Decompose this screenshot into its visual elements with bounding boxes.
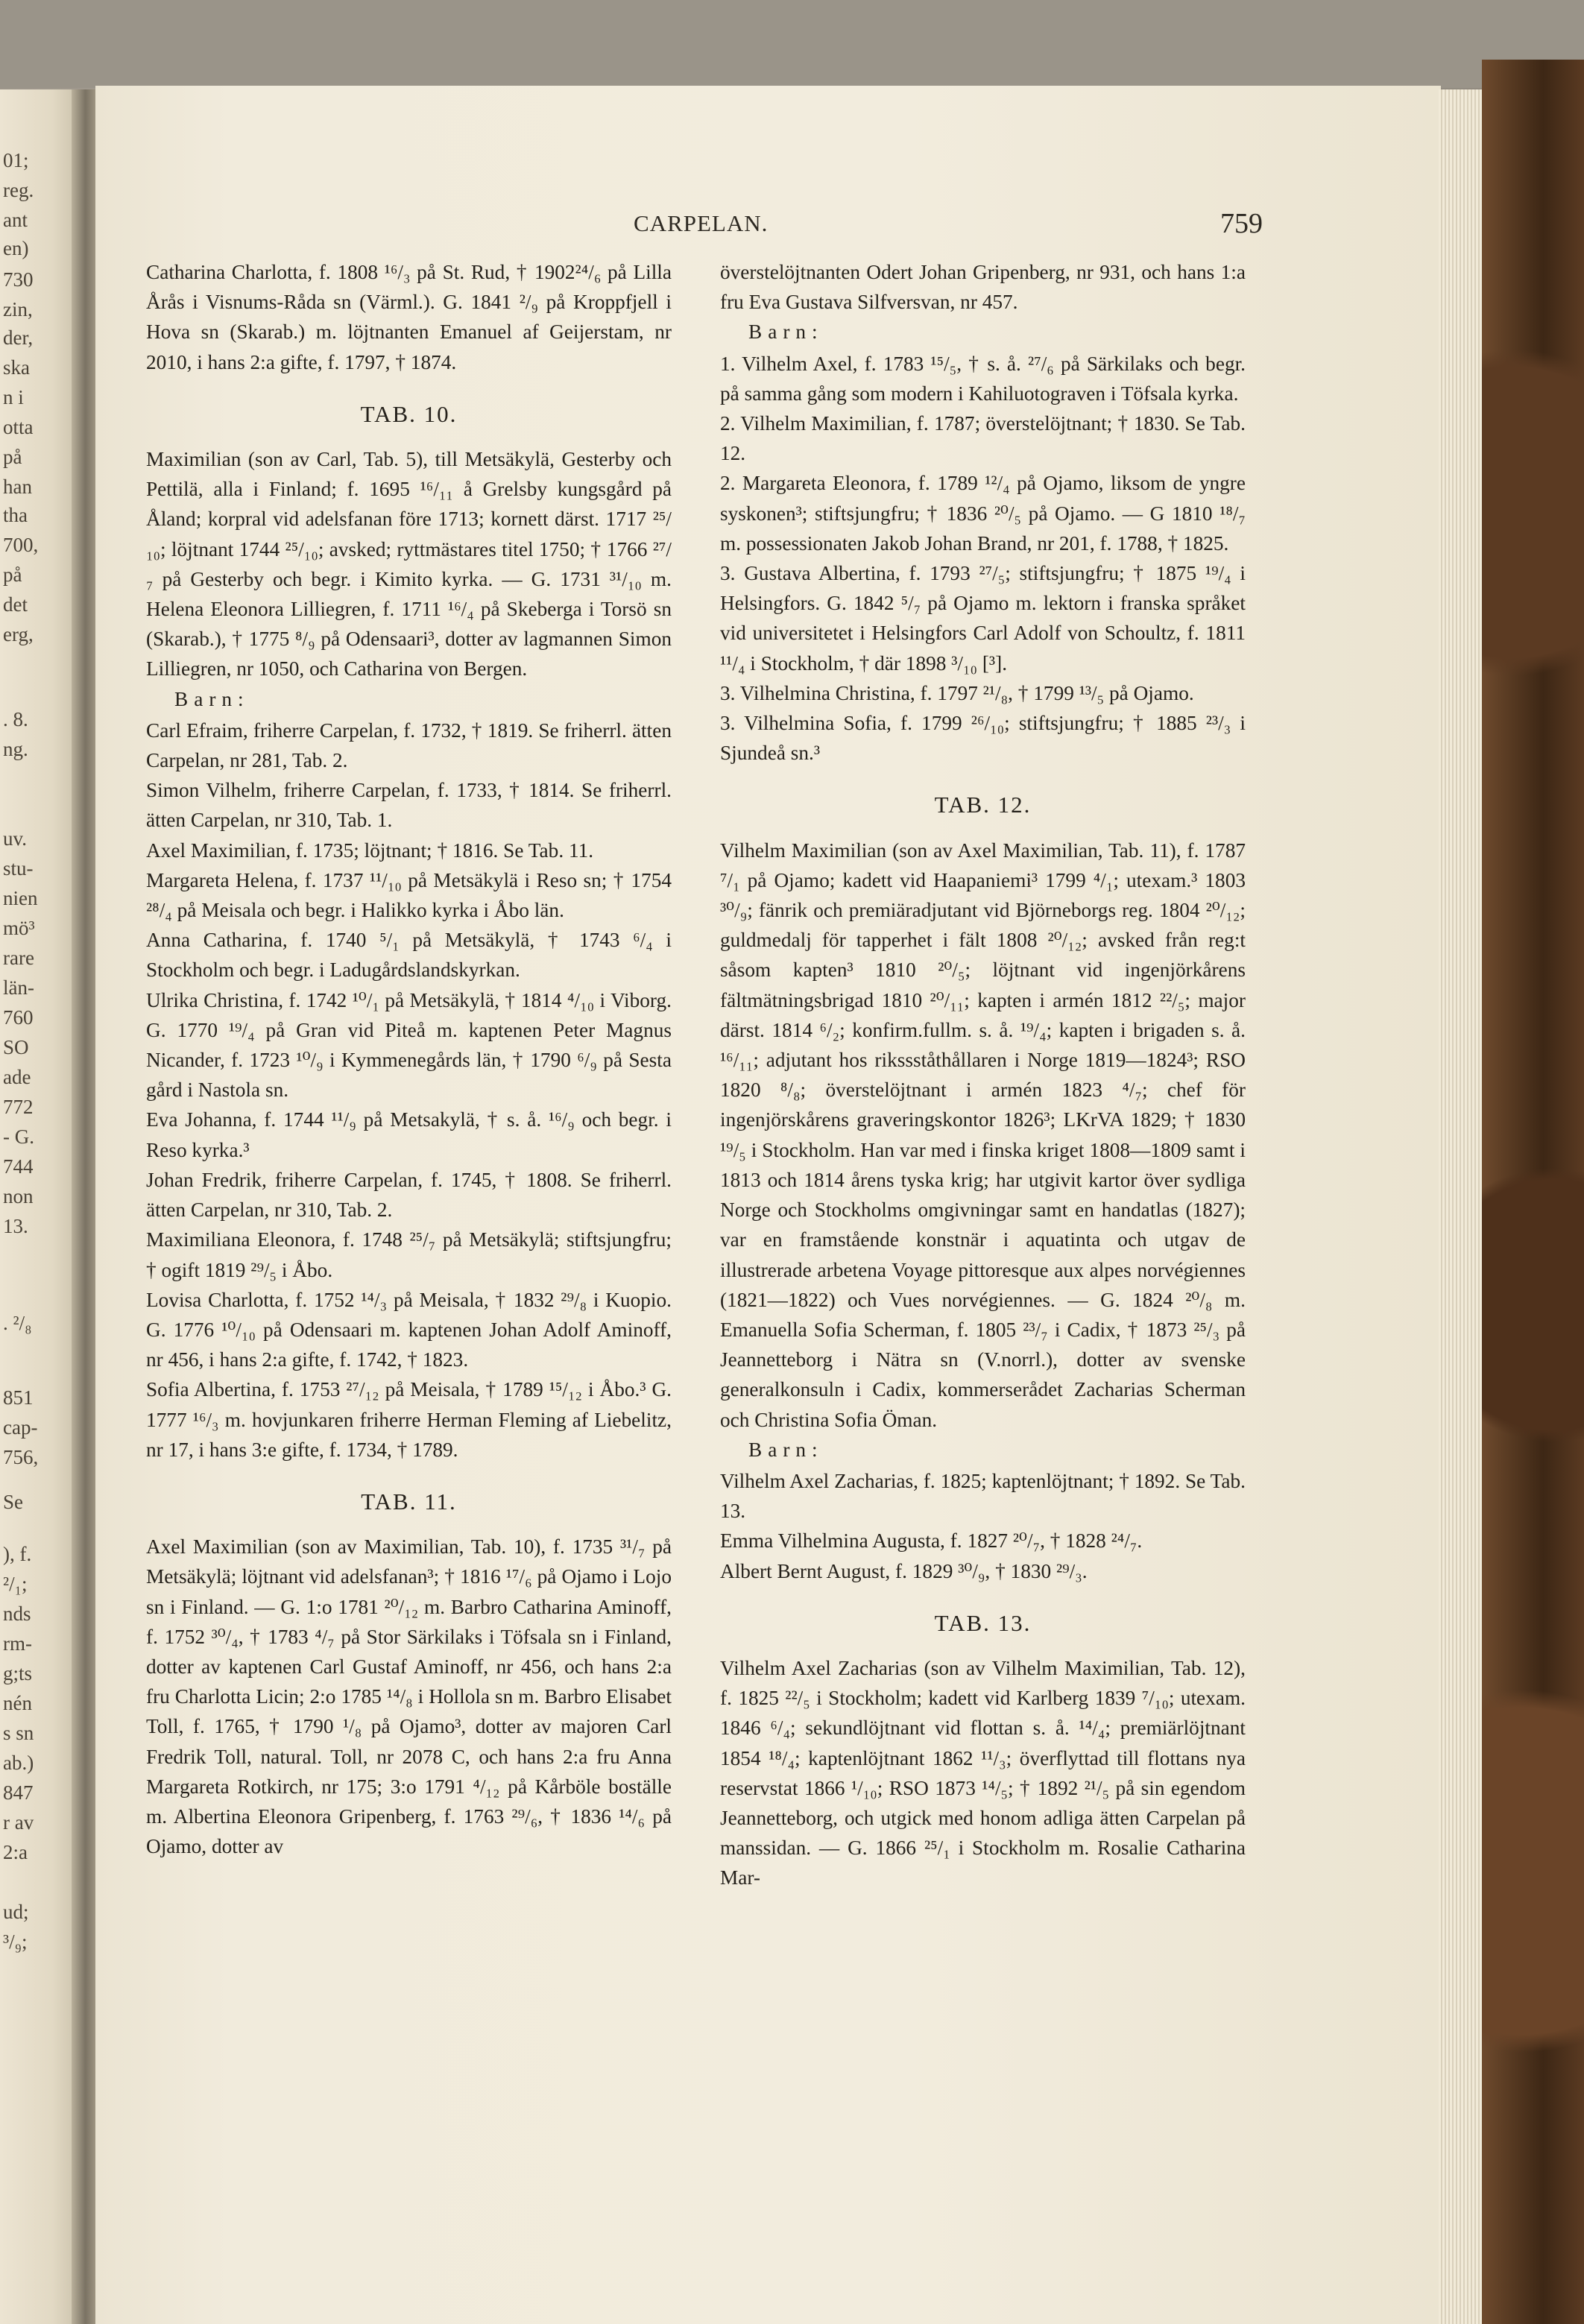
left-page-text-fragment: län- — [3, 976, 34, 999]
genealogy-entry: Margareta Helena, f. 1737 ¹¹/₁₀ på Metsäkylä i Reso sn; † 1754 ²⁸/₄ på Meisala och begr. i Halikko kyrka i Åbo län. — [146, 868, 672, 922]
left-page-text-fragment: 700, — [3, 534, 39, 556]
left-page-text-fragment: uv. — [3, 827, 27, 850]
genealogy-entry: Albert Bernt August, f. 1829 ³⁰/₉, † 1830 ²⁹/₃. — [720, 1559, 1088, 1582]
genealogy-entry: 2. Vilhelm Maximilian, f. 1787; överstelöjtnant; † 1830. Se Tab. 12. — [720, 412, 1246, 465]
genealogy-entry: Axel Maximilian (son av Maximilian, Tab. 10), f. 1735 ³¹/₇ på Metsäkylä; löjtnant vid adelsfanan³; † 1816 ¹⁷/₆ på Ojamo i Lojo sn i Finland. — G. 1:o 1781 ²⁰/₁₂ m. Barbro Catharina Aminoff, f. 1752 ³⁰/₄, † 1783 ⁴/₇ på Stor Särkilaks i Töfsala sn i Finland, dotter av kaptenen Carl Gustaf Aminoff, nr 456, och hans 2:a fru Charlotta Licin; 2:o 1785 ¹⁴/₈ i Hollola sn m. Barbro Elisabet Toll, f. 1765, † 1790 ¹/₈ på Ojamo³, dotter av majoren Carl Fredrik Toll, natural. Toll, nr 2078 C, och hans 2:a fru Anna Margareta Rotkirch, nr 175; 3:o 1791 ⁴/₁₂ på Kårböle boställe m. Albertina Eleonora Gripenberg, f. 1763 ²⁹/₆, † 1836 ¹⁴/₆ på Ojamo, dotter av — [146, 1535, 672, 1858]
left-page-text-fragment: ade — [3, 1066, 31, 1088]
genealogy-entry: Maximilian (son av Carl, Tab. 5), till Metsäkylä, Gesterby och Pettilä, alla i Finland; f. 1695 ¹⁶/₁₁ å Grelsby kungsgård på Åland; korpral vid adelsfanan före 1713; kornett därst. 1717 ²⁵/₁₀; löjtnant 1744 ²⁵/₁₀; avsked; ryttmästares titel 1750; † 1766 ²⁷/₇ på Gesterby och begr. i Kimito kyrka. — G. 1731 ³¹/₁₀ m. Helena Eleonora Lilliegren, f. 1711 ¹⁶/₄ på Skeberga i Torsö sn (Skarab.), † 1775 ⁸/₉ på Odensaari³, dotter av lagmannen Simon Lilliegren, nr 1050, och Catharina von Bergen. — [146, 448, 672, 681]
genealogy-entry: Ulrika Christina, f. 1742 ¹⁰/₁ på Metsäkylä, † 1814 ⁴/₁₀ i Viborg. G. 1770 ¹⁹/₄ på Gran vid Piteå m. kaptenen Peter Magnus Nicander, f. 1723 ¹⁰/₉ i Kymmenegårds län, † 1790 ⁶/₉ på Sesta gård i Nastola sn. — [146, 988, 672, 1102]
left-page-text-fragment: 851 — [3, 1386, 34, 1409]
children-heading: Barn: — [174, 687, 250, 710]
left-page-text-fragment: det — [3, 593, 28, 616]
left-page-text-fragment: ), f. — [3, 1543, 32, 1565]
genealogy-entry: Anna Catharina, f. 1740 ⁵/₁ på Metsäkylä, † 1743 ⁶/₄ i Stockholm och begr. i Ladugårdslandskyrkan. — [146, 929, 672, 982]
running-head: CARPELAN. — [634, 210, 769, 236]
genealogy-entry: 2. Margareta Eleonora, f. 1789 ¹²/₄ på Ojamo, liksom de yngre syskonen³; stiftsjungfru; † 1836 ²⁰/₅ på Ojamo. — G 1810 ¹⁸/₇ m. possessionaten Jakob Johan Brand, nr 201, f. 1788, † 1825. — [720, 472, 1246, 555]
genealogy-entry: 3. Gustava Albertina, f. 1793 ²⁷/₅; stiftsjungfru; † 1875 ¹⁹/₄ i Helsingfors. G. 1842 ⁵/₇ på Ojamo m. lektorn i franska språket vid universitetet i Helsingfors Carl Adolf von Schoultz, f. 1811 ¹¹/₄ i Stockholm, † där 1898 ³/₁₀ [³]. — [720, 562, 1246, 675]
left-page-text-fragment: otta — [3, 416, 34, 438]
left-page-text-fragment: 744 — [3, 1155, 34, 1178]
left-page-text-fragment: zin, — [3, 298, 33, 321]
left-text-column — [146, 257, 672, 1861]
genealogy-entry: överstelöjtnanten Odert Johan Gripenberg, nr 931, och hans 1:a fru Eva Gustava Silfversvan, nr 457. — [720, 261, 1246, 314]
scanner-top-margin — [0, 0, 1584, 88]
left-page-text-fragment: 756, — [3, 1446, 39, 1468]
left-page-text-fragment: cap- — [3, 1416, 38, 1439]
left-page-text-fragment: rare — [3, 947, 34, 969]
left-page-text-fragment: 760 — [3, 1006, 34, 1029]
table-heading: TAB. 11. — [361, 1488, 457, 1515]
genealogy-entry: Axel Maximilian, f. 1735; löjtnant; † 1816. Se Tab. 11. — [146, 839, 594, 862]
left-page-text-fragment: . ²/₈ — [3, 1312, 32, 1334]
left-page-text-fragment: på — [3, 446, 22, 468]
genealogy-entry: Emma Vilhelmina Augusta, f. 1827 ²⁰/₇, † 1828 ²⁴/₇. — [720, 1529, 1143, 1553]
genealogy-entry: Simon Vilhelm, friherre Carpelan, f. 1733, † 1814. Se friherrl. ätten Carpelan, nr 310, Tab. 1. — [146, 779, 672, 832]
left-page-text-fragment: stu- — [3, 857, 34, 880]
left-page-text-fragment: reg. — [3, 179, 34, 201]
left-page-text-fragment: 847 — [3, 1781, 34, 1804]
left-page-text-fragment: n i — [3, 386, 24, 408]
genealogy-entry: 3. Vilhelmina Christina, f. 1797 ²¹/₈, † 1799 ¹³/₅ på Ojamo. — [720, 681, 1194, 704]
left-page-text-fragment: en) — [3, 237, 29, 259]
genealogy-entry: Johan Fredrik, friherre Carpelan, f. 1745, † 1808. Se friherrl. ätten Carpelan, nr 310, Tab. 2. — [146, 1168, 672, 1222]
page-edges — [1439, 89, 1483, 2324]
left-page-text-fragment: r av — [3, 1811, 34, 1834]
children-heading: Barn: — [748, 1438, 824, 1461]
left-page-text-fragment: nien — [3, 887, 38, 909]
left-page-text-fragment: ²/₁; — [3, 1573, 28, 1595]
genealogy-entry: Vilhelm Axel Zacharias (son av Vilhelm Maximilian, Tab. 12), f. 1825 ²²/₅ i Stockholm; kadett vid Karlberg 1839 ⁷/₁₀; utexam. 1846 ⁶/₄; sekundlöjtnant vid flottan s. å. ¹⁴/₄; premiärlöjtnant 1854 ¹⁸/₄; kaptenlöjtnant 1862 ¹¹/₃; överflyttad till flottans nya reservstat 1866 ¹/₁₀; RSO 1873 ¹⁴/₅; † 1892 ²¹/₅ på sin egendom Jeannetteborg, och utgick med honom adliga ätten Carpelan på manssidan. — G. 1866 ²⁵/₁ i Stockholm m. Rosalie Catharina Mar- — [720, 1656, 1246, 1889]
left-page-text-fragment: non — [3, 1185, 34, 1207]
table-heading: TAB. 13. — [934, 1609, 1032, 1636]
children-heading: Barn: — [748, 321, 824, 344]
left-page-text-fragment: han — [3, 476, 32, 498]
left-page-text-fragment: tha — [3, 504, 28, 526]
left-page-text-fragment: ng. — [3, 738, 28, 760]
left-page-text-fragment: s sn — [3, 1722, 34, 1744]
left-page-text-fragment: ab.) — [3, 1752, 34, 1774]
left-page-text-fragment: 730 — [3, 268, 34, 291]
left-page-text-fragment: rm- — [3, 1632, 32, 1655]
left-page-text-fragment: mö³ — [3, 917, 35, 939]
left-page-text-fragment: erg, — [3, 623, 34, 645]
genealogy-entry: 1. Vilhelm Axel, f. 1783 ¹⁵/₅, † s. å. ²⁷/₆ på Särkilaks och begr. på samma gång som modern i Kahiluotograven i Töfsala kyrka. — [720, 352, 1246, 405]
table-heading: TAB. 10. — [360, 400, 458, 427]
left-page-text-fragment: 2:a — [3, 1841, 28, 1863]
left-page-text-fragment: ³/₉; — [3, 1930, 28, 1953]
book-gutter — [72, 89, 97, 2324]
left-page-text-fragment: 01; — [3, 149, 29, 171]
left-page-text-fragment: nén — [3, 1692, 32, 1714]
genealogy-entry: Eva Johanna, f. 1744 ¹¹/₉ på Metsakylä, † s. å. ¹⁶/₉ och begr. i Reso kyrka.³ — [146, 1108, 672, 1161]
genealogy-entry: 3. Vilhelmina Sofia, f. 1799 ²⁶/₁₀; stiftsjungfru; † 1885 ²³/₃ i Sjundeå sn.³ — [720, 712, 1246, 765]
genealogy-entry: Sofia Albertina, f. 1753 ²⁷/₁₂ på Meisala, † 1789 ¹⁵/₁₂ i Åbo.³ G. 1777 ¹⁶/₃ m. hovjunkaren friherre Herman Fleming af Liebelitz, nr 17, i hans 3:e gifte, f. 1734, † 1789. — [146, 1378, 672, 1461]
left-page-text-fragment: nds — [3, 1603, 31, 1625]
left-page-text-fragment: g;ts — [3, 1662, 33, 1684]
genealogy-entry: Vilhelm Axel Zacharias, f. 1825; kaptenlöjtnant; † 1892. Se Tab. 13. — [720, 1469, 1246, 1523]
page-number: 759 — [1220, 208, 1263, 239]
genealogy-entry: Carl Efraim, friherre Carpelan, f. 1732, † 1819. Se friherrl. ätten Carpelan, nr 281, Tab. 2. — [146, 719, 672, 772]
left-page-text-fragment: ant — [3, 209, 28, 231]
right-text-column — [720, 257, 1246, 1893]
genealogy-entry: Lovisa Charlotta, f. 1752 ¹⁴/₃ på Meisala, † 1832 ²⁹/₈ i Kuopio. G. 1776 ¹⁰/₁₀ på Odensaari m. kaptenen Johan Adolf Aminoff, nr 456, i hans 2:a gifte, f. 1742, † 1823. — [146, 1288, 672, 1371]
facing-left-page — [0, 89, 75, 2324]
marbled-book-edge — [1482, 60, 1584, 2324]
left-page-text-fragment: på — [3, 563, 22, 586]
genealogy-entry: Maximiliana Eleonora, f. 1748 ²⁵/₇ på Metsäkylä; stiftsjungfru; † ogift 1819 ²⁹/₅ i Åbo. — [146, 1228, 672, 1281]
left-page-text-fragment: 13. — [3, 1215, 28, 1237]
left-page-text-fragment: der, — [3, 326, 34, 349]
left-page-text-fragment: . 8. — [3, 708, 28, 730]
genealogy-entry: Vilhelm Maximilian (son av Axel Maximilian, Tab. 11), f. 1787 ⁷/₁ på Ojamo; kadett vid Haapaniemi³ 1799 ⁴/₁; utexam.³ 1803 ³⁰/₉; fänrik och premiäradjutant vid Björneborgs reg. 1804 ²⁰/₁₂; guldmedalj för tapperhet i fält 1808 ²⁰/₁₂; avsked från reg:t såsom kapten³ 1810 ²⁰/₅; löjtnant vid ingenjörkårens fältmätningsbrigad 1810 ²⁰/₁₁; kapten i armén 1812 ²²/₅; major därst. 1814 ⁶/₂; konfirm.fullm. s. å. ¹⁹/₄; kapten i brigaden s. å. ¹⁶/₁₁; adjutant hos rikssståthållaren i Norge 1819—1824³; RSO 1820 ⁸/₈; överstelöjtnant i armén 1823 ⁴/₇; chef för ingenjörskårens graveringskontor 1826³; LKrVA 1829; † 1830 ¹⁹/₅ i Stockholm. Han var med i finska kriget 1808—1809 samt i 1813 och 1814 årens tyska krig; har utgivit kartor över sydliga Norge och Stockholms omgivningar samt en handatlas (1827); var en framstående konstnär i aquatinta och utgav de illustrerade arbetena Voyage pittoresque aux alpes norvégiennes (1821—1822) och Vues norvégiennes. — G. 1824 ²⁰/₈ m. Emanuella Sofia Scherman, f. 1805 ²³/₇ i Cadix, † 1873 ²⁵/₃ på Jeannetteborg i Nätra sn (V.norrl.), dotter av svenske generalkonsuln i Cadix, kommerserådet Zacharias Scherman och Christina Sofia Öman. — [720, 839, 1246, 1431]
left-page-text-fragment: ska — [3, 356, 30, 379]
genealogy-entry: Catharina Charlotta, f. 1808 ¹⁶/₃ på St. Rud, † 1902²⁴/₆ på Lilla Årås i Visnums-Råda sn (Värml.). G. 1841 ²/₉ på Kroppfjell i Hova sn (Skarab.) m. löjtnanten Emanuel af Geijerstam, nr 2010, i hans 2:a gifte, f. 1797, † 1874. — [146, 261, 672, 373]
left-page-text-fragment: 772 — [3, 1096, 34, 1118]
left-page-text-fragment: Se — [3, 1491, 23, 1513]
table-heading: TAB. 12. — [934, 792, 1032, 818]
left-page-text-fragment: ud; — [3, 1901, 29, 1923]
left-page-text-fragment: - G. — [3, 1125, 34, 1148]
left-page-text-fragment: SO — [3, 1036, 29, 1058]
